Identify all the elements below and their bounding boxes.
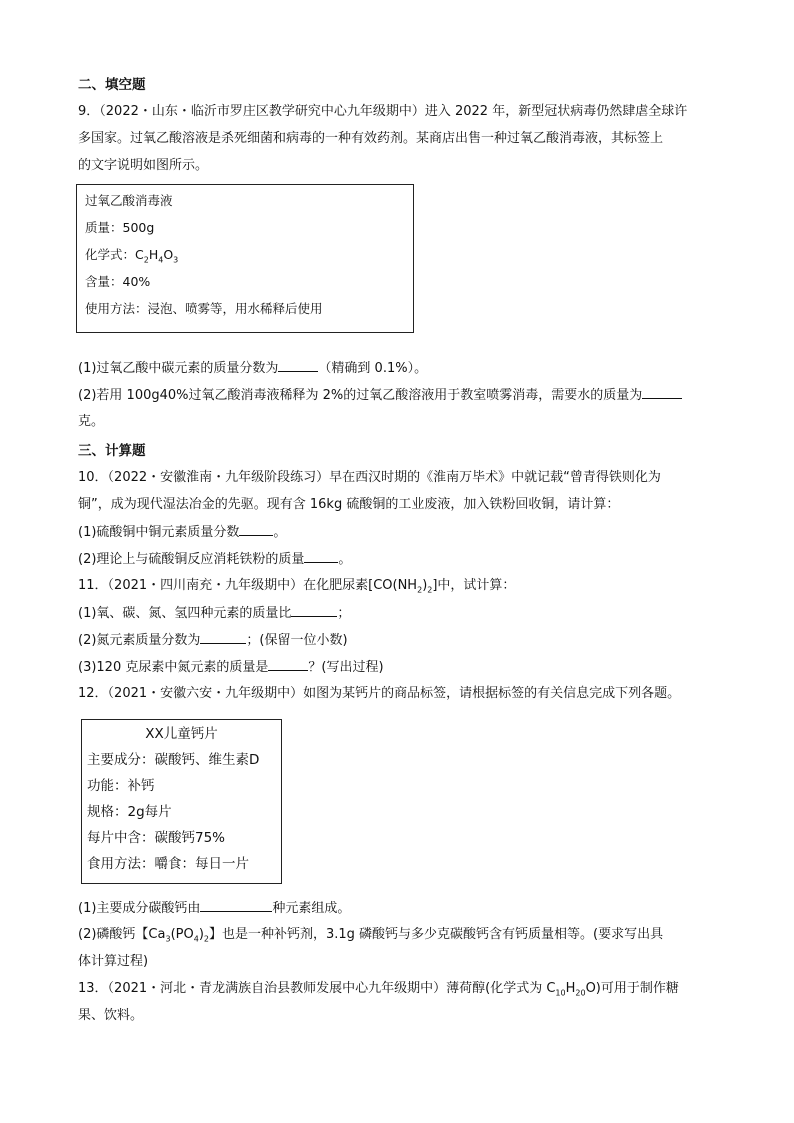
answer-blank[interactable] <box>200 899 272 912</box>
answer-blank[interactable] <box>642 386 682 399</box>
label-title: XX儿童钙片 <box>145 726 218 742</box>
answer-blank[interactable] <box>291 604 337 617</box>
answer-blank[interactable] <box>304 550 338 563</box>
q10-text-line-1: 10．（2022・安徽淮南・九年级阶段练习）早在西汉时期的《淮南万毕术》中就记载“曾青得铁则化为 <box>78 470 661 485</box>
q10-part-2: (2)理论上与硫酸铜反应消耗铁粉的质量 。 <box>78 552 352 567</box>
q9-text-line-1: 9．（2022・山东・临沂市罗庄区教学研究中心九年级期中）进入 2022 年，新型冠状病毒仍然肆虐全球许 <box>78 104 688 119</box>
q13-text-line-1: 13．（2021・河北・青龙满族自治县教师发展中心九年级期中）薄荷醇(化学式为 $C_{10}H_{20}O$)可用于制作糖 <box>78 981 679 998</box>
label-per-tablet: 每片中含：碳酸钙75% <box>87 830 226 846</box>
label-content: 含量：40% <box>85 274 151 289</box>
q11-part-2: (2)氮元素质量分数为 ；(保留一位小数) <box>78 633 348 648</box>
q12-part-2: (2)磷酸钙【$Ca_3(PO_4)_2$】也是一种补钙剂，3.1g 磷酸钙与多少克碳酸钙含有钙质量相等。(要求写出具 <box>78 927 664 944</box>
q9-text-line-2: 多国家。过氧乙酸溶液是杀死细菌和病毒的一种有效药剂。某商店出售一种过氧乙酸消毒液，其标签上 <box>78 131 664 146</box>
q9-part-2-tail: 克。 <box>78 414 105 429</box>
q11-text-line-1: 11．（2021・四川南充・九年级期中）在化肥尿素$[CO(NH_2)_2]$中，试计算： <box>78 578 516 595</box>
q9-text-line-3: 的文字说明如图所示。 <box>78 158 209 173</box>
q12-text-line-1: 12．（2021・安徽六安・九年级期中）如图为某钙片的商品标签，请根据标签的有关信息完成下列各题。 <box>78 686 681 701</box>
q9-product-label <box>76 184 414 333</box>
label-usage: 使用方法：浸泡、喷雾等，用水稀释后使用 <box>85 301 323 316</box>
label-mass: 质量：500g <box>85 220 155 235</box>
q12-product-label <box>81 719 282 884</box>
section-3-title: 三、计算题 <box>78 443 146 459</box>
q11-part-3: (3)120 克尿素中氮元素的质量是 ？(写出过程) <box>78 660 384 675</box>
q13-text-line-2: 果、饮料。 <box>78 1008 144 1023</box>
q11-part-1: (1)氧、碳、氮、氢四种元素的质量比 ； <box>78 606 351 621</box>
label-formula: 化学式：$C_2H_4O_3$ <box>85 247 179 265</box>
section-2-title: 二、填空题 <box>78 77 146 93</box>
label-title: 过氧乙酸消毒液 <box>85 193 173 208</box>
q12-part-2-line-2: 体计算过程) <box>78 954 149 969</box>
label-spec: 规格：2g每片 <box>87 804 172 820</box>
label-function: 功能：补钙 <box>87 778 155 794</box>
answer-blank[interactable] <box>268 658 308 671</box>
q10-text-line-2: 铜”，成为现代湿法冶金的先驱。现有含 16kg 硫酸铜的工业废液，加入铁粉回收铜，请计算： <box>78 497 620 512</box>
answer-blank[interactable] <box>239 523 273 536</box>
answer-blank[interactable] <box>278 359 318 372</box>
q12-part-1: (1)主要成分碳酸钙由 种元素组成。 <box>78 901 351 916</box>
answer-blank[interactable] <box>200 631 246 644</box>
q10-part-1: (1)硫酸铜中铜元素质量分数 。 <box>78 525 287 540</box>
label-usage: 食用方法：嚼食：每日一片 <box>87 856 249 872</box>
q9-part-2: (2)若用 100g40%过氧乙酸消毒液稀释为 2%的过氧乙酸溶液用于教室喷雾消毒，需要水的质量为 <box>78 386 682 405</box>
label-ingredients: 主要成分：碳酸钙、维生素D <box>87 752 260 768</box>
q9-part-1: (1)过氧乙酸中碳元素的质量分数为 （精确到 0.1%）。 <box>78 361 428 376</box>
